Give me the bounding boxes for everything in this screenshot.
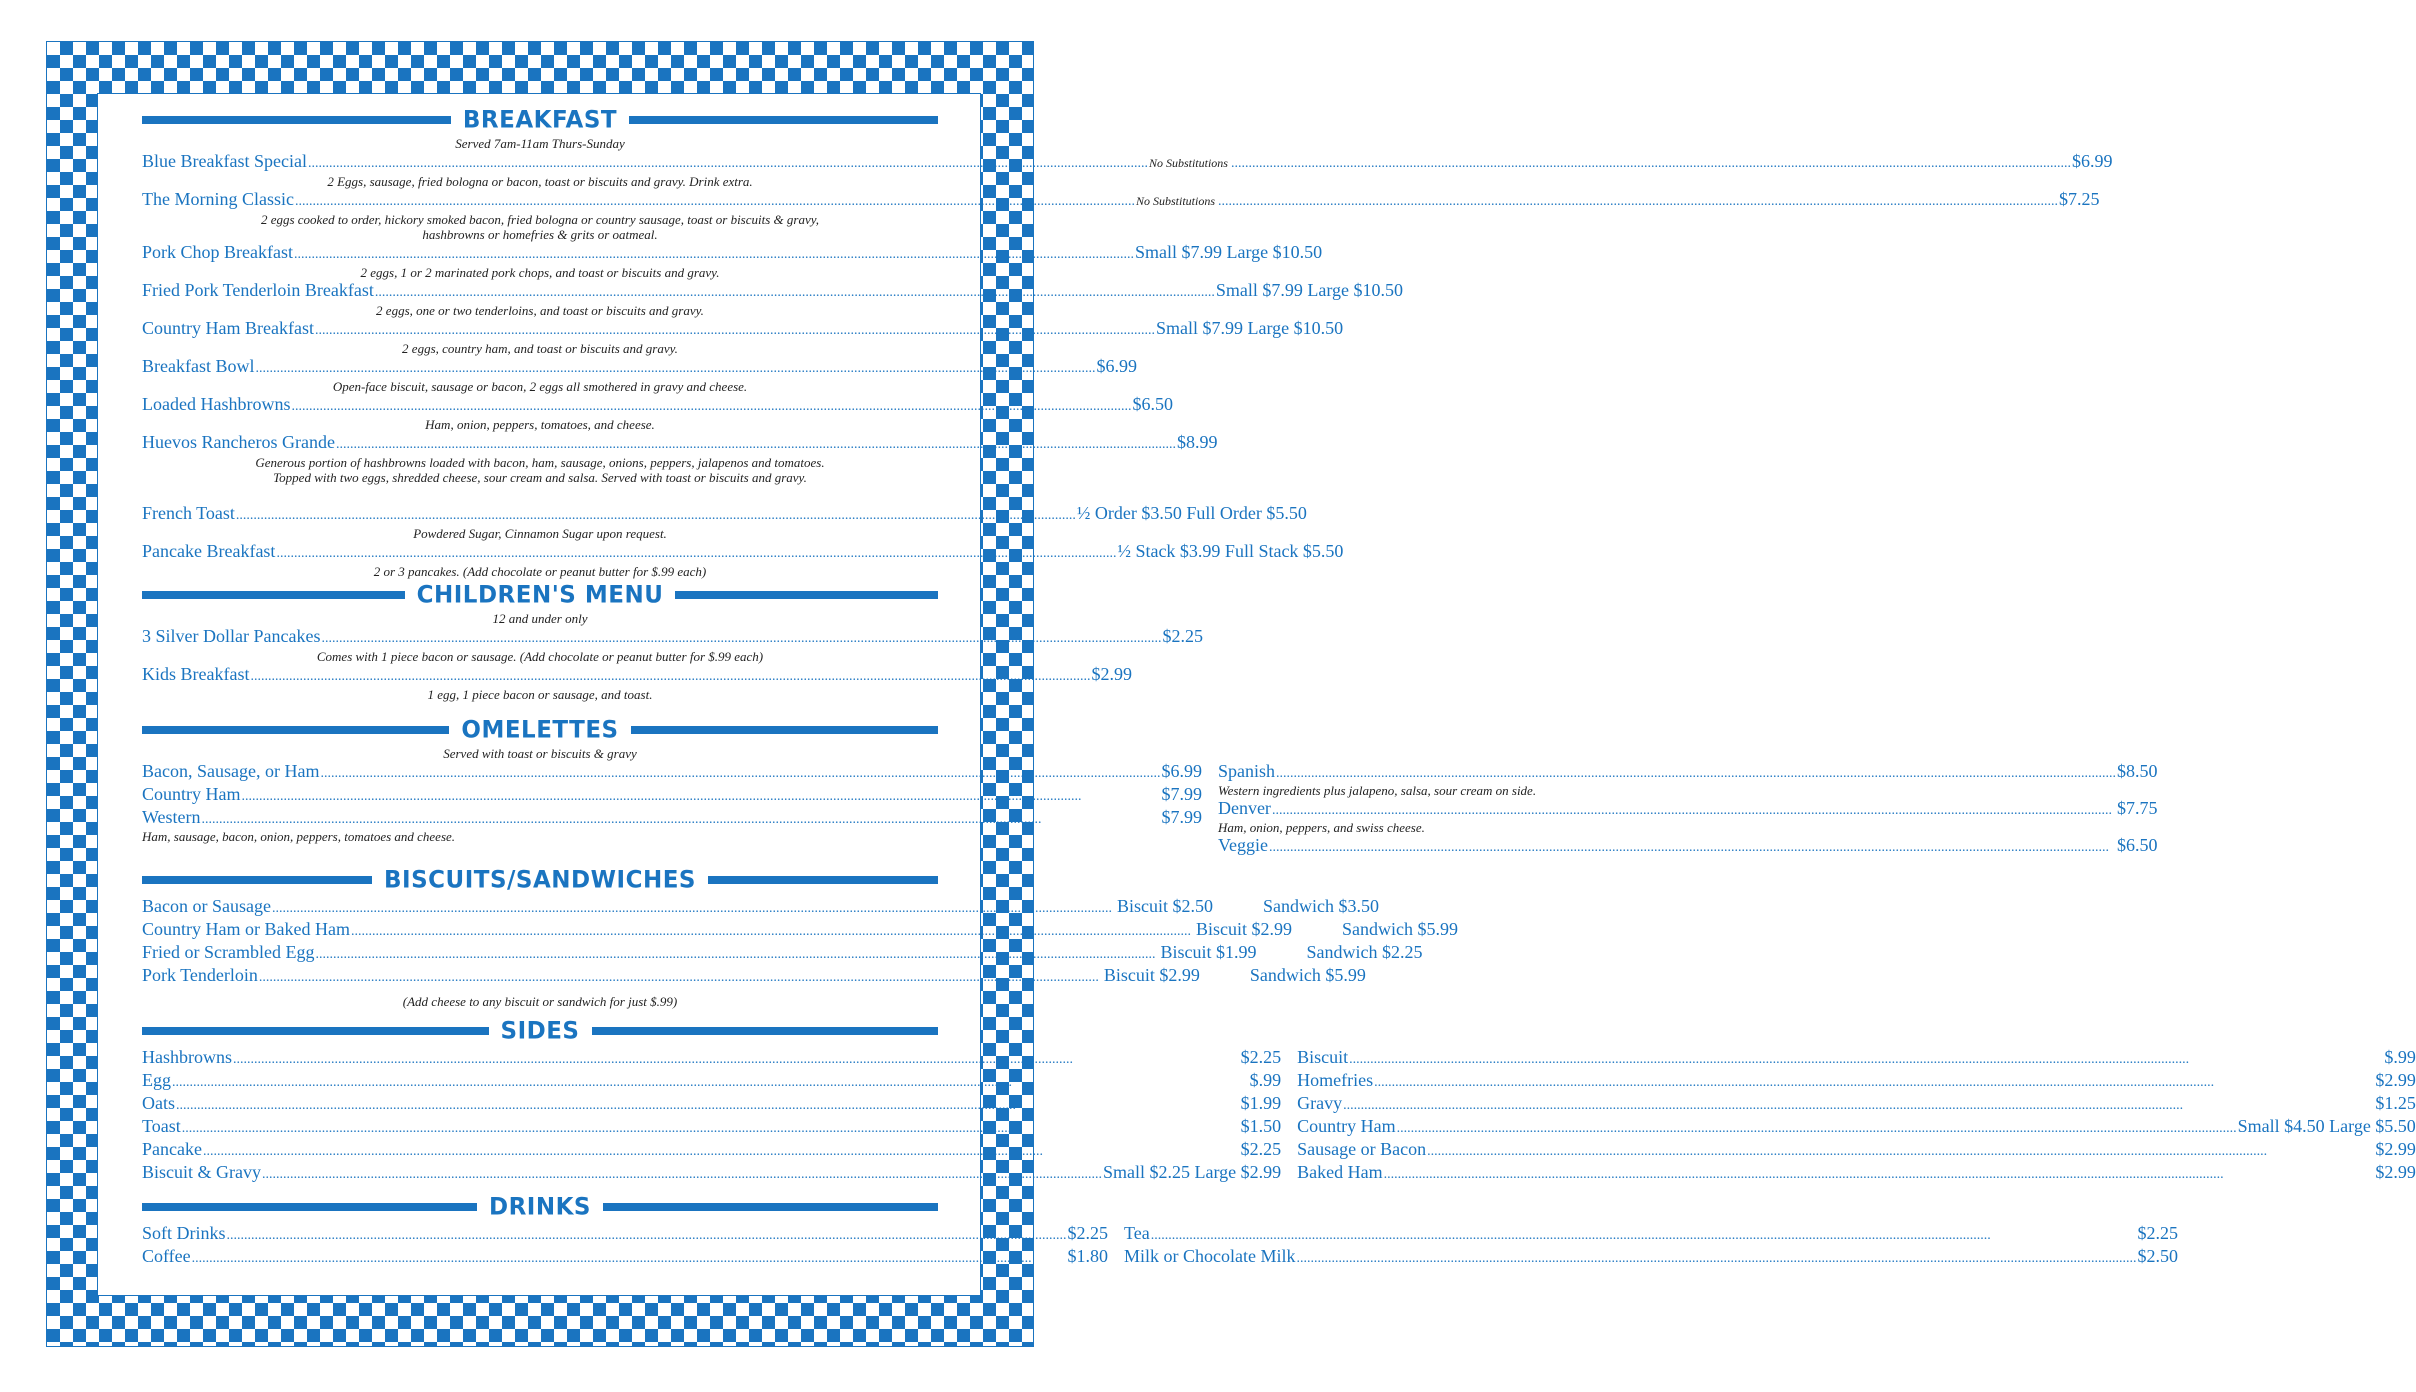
item-price: $7.99 (1161, 807, 1202, 827)
breakfast-served-note: Served 7am-11am Thurs-Sunday (455, 136, 625, 151)
menu-item (142, 503, 1307, 526)
breakfast-title: BREAKFAST (462, 106, 618, 134)
leader-dots (236, 505, 1076, 526)
item-price: $2.99 (1091, 664, 1132, 684)
omelettes-header (142, 714, 938, 746)
header-bar-left (142, 876, 372, 884)
drinks-left-column (142, 1223, 1108, 1269)
item-desc: Ham, onion, peppers, tomatoes, and cheese. (425, 417, 655, 432)
leader-dots (315, 944, 1155, 965)
header-bar-right (708, 876, 938, 884)
item-name: Hashbrowns (142, 1047, 232, 1067)
sides-right-column (1297, 1047, 2416, 1185)
menu-item (142, 784, 1202, 807)
menu-item (142, 1139, 1281, 1162)
item-desc: 2 or 3 pancakes. (Add chocolate or peanut butter for $.99 each) (373, 564, 707, 579)
menu-item (1218, 835, 2158, 858)
sides-title: SIDES (500, 1017, 580, 1045)
menu-item (1297, 1093, 2416, 1116)
header-bar-left (142, 1203, 477, 1211)
item-price: $2.25 (1067, 1223, 1109, 1243)
menu-item (1124, 1246, 2178, 1269)
item-desc: Powdered Sugar, Cinnamon Sugar upon request. (413, 526, 667, 541)
item-price: $2.99 (2375, 1162, 2416, 1182)
sandwich-price: Sandwich $5.99 (1249, 965, 1366, 985)
sides-header (142, 1015, 938, 1047)
menu-item (142, 151, 2113, 174)
item-price: Small $2.25 Large $2.99 (1103, 1162, 1282, 1182)
leader-dots (320, 763, 1160, 784)
menu-item (142, 896, 1379, 919)
leader-dots (172, 1072, 1249, 1093)
item-name: Blue Breakfast Special (142, 151, 307, 171)
item-price: $6.99 (2071, 151, 2113, 171)
menu-item (142, 919, 1458, 942)
leader-dots (182, 1118, 1240, 1139)
menu-item (1218, 798, 2158, 821)
biscuit-price: Biscuit $2.99 (1195, 919, 1292, 939)
cheese-note: (Add cheese to any biscuit or sandwich for just $.99) (402, 994, 678, 1009)
header-bar-left (142, 116, 451, 124)
item-desc: 2 eggs, 1 or 2 marinated pork chops, and toast or biscuits and gravy. (360, 265, 720, 280)
drinks-right-column (1124, 1223, 2178, 1269)
item-desc: Topped with two eggs, shredded cheese, sour cream and salsa. Served with toast or biscuits and gravy. (273, 470, 807, 485)
leader-dots (336, 434, 1176, 455)
menu-item (1297, 1047, 2416, 1070)
menu-item (142, 1162, 1281, 1185)
menu-item (142, 664, 1132, 687)
header-bar-right (675, 591, 938, 599)
item-name: Country Ham (1297, 1116, 1396, 1136)
header-bar-right (592, 1027, 939, 1035)
item-name: Veggie (1217, 835, 1268, 855)
item-name: Bacon or Sausage (142, 896, 271, 916)
item-price: $2.25 (1162, 626, 1203, 646)
leader-dots (227, 1225, 1067, 1246)
menu-item (142, 1093, 1281, 1116)
item-price: $1.50 (1240, 1116, 1282, 1136)
sides-left-column (142, 1047, 1281, 1185)
item-desc: hashbrowns or homefries & grits or oatmeal. (422, 227, 658, 242)
sandwich-price: Sandwich $3.50 (1262, 896, 1379, 916)
item-price: $8.50 (2116, 761, 2158, 781)
item-price: $.99 (1249, 1070, 1282, 1090)
item-desc: Comes with 1 piece bacon or sausage. (Add chocolate or peanut butter for $.99 each) (316, 649, 764, 664)
leader-dots (255, 358, 1095, 379)
item-name: Soft Drinks (142, 1223, 226, 1243)
drinks-title: DRINKS (489, 1193, 591, 1221)
menu-item (142, 318, 1344, 341)
menu-item (142, 1116, 1281, 1139)
item-price: $8.99 (1176, 432, 1218, 452)
leader-dots (1384, 1164, 2375, 1185)
leader-dots (262, 1164, 1102, 1185)
menu-item (142, 965, 1366, 988)
item-name: 3 Silver Dollar Pancakes (142, 626, 321, 646)
item-name: Toast (142, 1116, 181, 1136)
header-bar-right (631, 726, 938, 734)
item-name: Huevos Rancheros Grande (142, 432, 335, 452)
sandwich-price: Sandwich $2.25 (1306, 942, 1423, 962)
drinks-columns (142, 1223, 2178, 1269)
header-bar-left (142, 591, 405, 599)
leader-dots (250, 666, 1090, 687)
header-bar-left (142, 1027, 489, 1035)
leader-dots (321, 628, 1161, 649)
item-price: $6.50 (2116, 835, 2158, 855)
sides-columns (142, 1047, 2416, 1185)
leader-dots (308, 153, 1148, 174)
menu-item (142, 942, 1423, 965)
leader-dots (259, 967, 1099, 988)
menu-item (1297, 1070, 2416, 1093)
item-name: Country Ham Breakfast (142, 318, 314, 338)
leader-dots (272, 898, 1112, 919)
item-name: Coffee (142, 1246, 191, 1266)
leader-dots (1427, 1141, 2374, 1162)
item-desc: 2 Eggs, sausage, fried bologna or bacon, toast or biscuits and gravy. Drink extra. (327, 174, 753, 189)
item-note: No Substitutions (1135, 194, 1215, 208)
item-name: Egg (142, 1070, 171, 1090)
item-price: Small $7.99 Large $10.50 (1215, 280, 1404, 300)
leader-dots (1231, 153, 2071, 174)
menu-item (142, 626, 1203, 649)
item-desc: 2 eggs, one or two tenderloins, and toast or biscuits and gravy. (376, 303, 704, 318)
biscuits-header (142, 864, 938, 896)
item-price: $2.50 (2137, 1246, 2178, 1266)
leader-dots (1151, 1225, 2137, 1246)
item-name: The Morning Classic (142, 189, 294, 209)
children-age-note: 12 and under only (492, 611, 588, 626)
menu-item (142, 432, 1218, 455)
item-price: $6.99 (1161, 761, 1202, 781)
item-price: $2.99 (2375, 1070, 2416, 1090)
menu-content (142, 104, 2416, 1269)
leader-dots (295, 191, 1135, 212)
omelettes-right-column (1218, 761, 2158, 858)
item-name: Breakfast Bowl (142, 356, 255, 376)
item-name: Baked Ham (1297, 1162, 1383, 1182)
biscuit-price: Biscuit $1.99 (1160, 942, 1257, 962)
menu-item (142, 761, 1202, 784)
leader-dots (1276, 763, 2116, 784)
item-desc: 2 eggs, country ham, and toast or biscuits and gravy. (402, 341, 678, 356)
item-price: ½ Order $3.50 Full Order $5.50 (1076, 503, 1307, 523)
menu-item (1218, 761, 2158, 784)
leader-dots (1218, 191, 2058, 212)
item-price: $7.25 (2059, 189, 2100, 209)
item-price: $1.99 (1240, 1093, 1282, 1113)
header-bar-right (603, 1203, 938, 1211)
menu-item (142, 189, 2100, 212)
biscuits-title: BISCUITS/SANDWICHES (384, 866, 696, 894)
menu-item (1297, 1139, 2416, 1162)
menu-item (142, 1246, 1108, 1269)
item-name: Bacon, Sausage, or Ham (142, 761, 320, 781)
header-bar-right (629, 116, 938, 124)
item-desc: Ham, sausage, bacon, onion, peppers, tomatoes and cheese. (142, 829, 456, 844)
menu-item (142, 242, 1323, 265)
item-price: Small $7.99 Large $10.50 (1134, 242, 1323, 262)
item-name: Kids Breakfast (142, 664, 250, 684)
item-name: Spanish (1217, 761, 1275, 781)
item-name: Pork Chop Breakfast (142, 242, 293, 262)
leader-dots (291, 396, 1131, 417)
item-name: Denver (1217, 798, 1271, 818)
menu-item (142, 1070, 1281, 1093)
item-name: Biscuit (1297, 1047, 1349, 1067)
item-price: ½ Stack $3.99 Full Stack $5.50 (1117, 541, 1344, 561)
item-price: $1.80 (1067, 1246, 1109, 1266)
item-name: Fried Pork Tenderloin Breakfast (142, 280, 374, 300)
leader-dots (242, 786, 1161, 807)
item-price: $2.25 (2137, 1223, 2178, 1243)
leader-dots (1297, 1248, 2137, 1269)
leader-dots (1269, 837, 2116, 858)
item-name: Oats (142, 1093, 175, 1113)
item-name: Western (142, 807, 201, 827)
leader-dots (375, 282, 1215, 303)
leader-dots (176, 1095, 1240, 1116)
item-name: French Toast (142, 503, 235, 523)
omelettes-served-note: Served with toast or biscuits & gravy (443, 746, 637, 761)
menu-item (1297, 1162, 2416, 1185)
item-price: $6.50 (1132, 394, 1173, 414)
item-price: $.99 (2384, 1047, 2416, 1067)
leader-dots (1397, 1118, 2237, 1139)
menu-item (142, 280, 1404, 303)
menu-item (142, 1047, 1281, 1070)
item-price: Small $7.99 Large $10.50 (1155, 318, 1344, 338)
item-name: Country Ham or Baked Ham (142, 919, 350, 939)
item-name: Loaded Hashbrowns (142, 394, 291, 414)
leader-dots (276, 543, 1116, 564)
menu-item (1124, 1223, 2178, 1246)
item-desc: Ham, onion, peppers, and swiss cheese. (1217, 820, 1425, 835)
biscuit-price: Biscuit $2.99 (1103, 965, 1200, 985)
menu-item (142, 541, 1344, 564)
item-name: Sausage or Bacon (1297, 1139, 1427, 1159)
item-note: No Substitutions (1148, 156, 1228, 170)
item-desc: Open-face biscuit, sausage or bacon, 2 eggs all smothered in gravy and cheese. (332, 379, 748, 394)
breakfast-header (142, 104, 938, 136)
item-desc: Generous portion of hashbrowns loaded with bacon, ham, sausage, onions, peppers, jalapenos and tomatoes. (255, 455, 825, 470)
header-bar-left (142, 726, 449, 734)
item-price: $2.25 (1240, 1139, 1282, 1159)
omelettes-columns (142, 761, 2158, 858)
item-name: Pork Tenderloin (142, 965, 258, 985)
item-desc: 2 eggs cooked to order, hickory smoked bacon, fried bologna or country sausage, toast or biscuits & gravy, (260, 212, 820, 227)
menu-item (1297, 1116, 2416, 1139)
item-price: $7.99 (1161, 784, 1202, 804)
leader-dots (233, 1049, 1240, 1070)
item-desc: Western ingredients plus jalapeno, salsa, sour cream on side. (1217, 783, 1537, 798)
leader-dots (315, 320, 1155, 341)
item-name: Pancake (142, 1139, 202, 1159)
item-price: $1.25 (2375, 1093, 2416, 1113)
children-header (142, 579, 938, 611)
leader-dots (203, 1141, 1240, 1162)
drinks-header (142, 1191, 938, 1223)
item-price: $6.99 (1096, 356, 1137, 376)
leader-dots (1343, 1095, 2374, 1116)
item-name: Homefries (1297, 1070, 1374, 1090)
leader-dots (294, 244, 1134, 265)
item-price: $2.99 (2375, 1139, 2416, 1159)
item-name: Tea (1124, 1223, 1150, 1243)
menu-item (142, 1223, 1108, 1246)
item-desc: 1 egg, 1 piece bacon or sausage, and toast. (427, 687, 653, 702)
item-name: Pancake Breakfast (142, 541, 276, 561)
leader-dots (1272, 800, 2116, 821)
item-name: Fried or Scrambled Egg (142, 942, 315, 962)
biscuit-price: Biscuit $2.50 (1116, 896, 1213, 916)
menu-item (142, 807, 1202, 830)
item-name: Country Ham (142, 784, 241, 804)
item-name: Gravy (1297, 1093, 1343, 1113)
menu-item (142, 394, 1173, 417)
leader-dots (202, 809, 1161, 830)
menu-item (142, 356, 1137, 379)
item-price: $7.75 (2116, 798, 2158, 818)
item-price: $2.25 (1240, 1047, 1282, 1067)
children-title: CHILDREN'S MENU (416, 581, 664, 609)
omelettes-left-column (142, 761, 1202, 858)
leader-dots (351, 921, 1191, 942)
item-name: Biscuit & Gravy (142, 1162, 261, 1182)
item-name: Milk or Chocolate Milk (1124, 1246, 1296, 1266)
leader-dots (1374, 1072, 2374, 1093)
leader-dots (192, 1248, 1067, 1269)
item-price: Small $4.50 Large $5.50 (2237, 1116, 2416, 1136)
omelettes-title: OMELETTES (461, 716, 619, 744)
sandwich-price: Sandwich $5.99 (1341, 919, 1458, 939)
leader-dots (1349, 1049, 2383, 1070)
